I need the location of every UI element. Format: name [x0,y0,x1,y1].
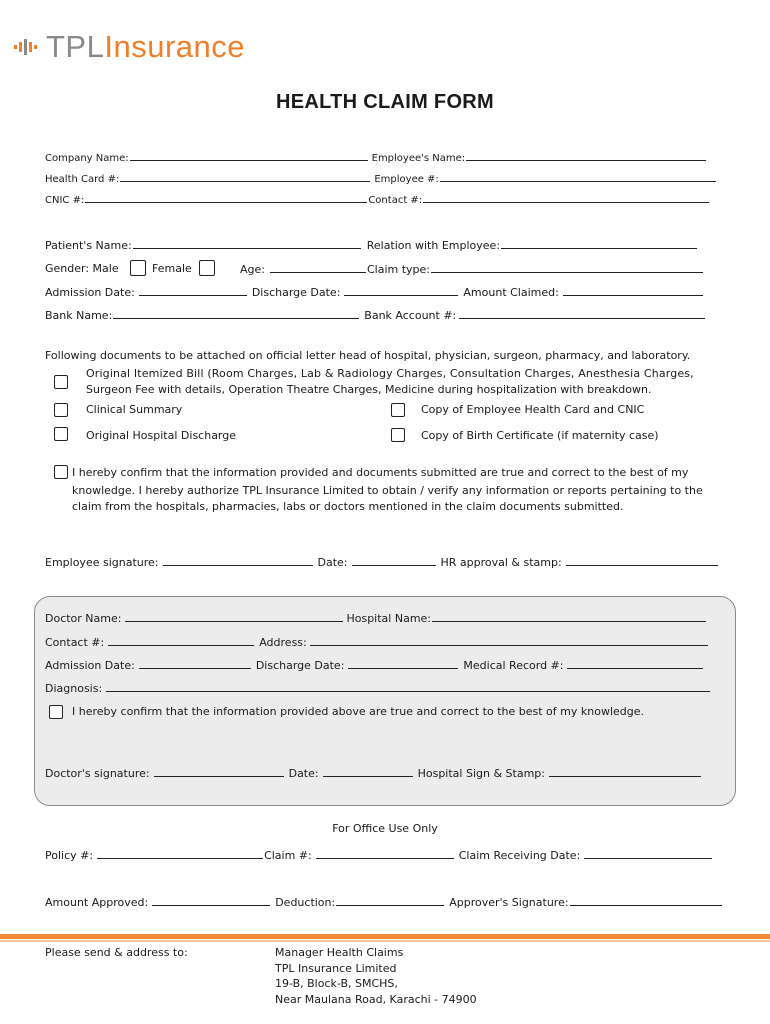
policy-field[interactable] [97,848,263,859]
employee-card-copy-checkbox[interactable] [391,403,405,417]
employee-name-field[interactable] [466,150,706,161]
birth-certificate-checkbox[interactable] [391,428,405,442]
health-card-row [45,171,717,185]
claim-field[interactable] [316,848,454,859]
logo-tpl-text: TPL [46,29,105,64]
doctor-name-label: Doctor Name: [45,612,122,625]
employee-no-label: Employee #: [374,174,439,185]
female-checkbox[interactable] [199,260,215,276]
itemized-bill-line2: Surgeon Fee with details, Operation Theatre Charges, Medicine during hospitalization with breakdown. [86,383,652,396]
hospital-stamp-field[interactable] [549,766,701,777]
employee-sign-row [45,555,719,569]
patient-name-label: Patient's Name: [45,239,132,252]
footer-divider [0,934,770,939]
clinical-summary-label: Clinical Summary [86,403,183,416]
clinical-summary-checkbox[interactable] [54,403,68,417]
amount-claimed-field[interactable] [563,285,703,296]
deduction-field[interactable] [336,895,444,906]
cnic-label: CNIC #: [45,195,85,206]
declaration-line1: I hereby confirm that the information provided and documents submitted are true and correct to the best of my [72,466,689,479]
doctor-signature-label: Doctor's signature: [45,767,150,780]
employee-signature-field[interactable] [163,555,313,566]
approver-signature-field[interactable] [570,895,722,906]
cnic-row [45,192,710,206]
gender-label: Gender: Male [45,262,119,275]
form-title: HEALTH CLAIM FORM [275,91,495,113]
cnic-field[interactable] [85,192,367,203]
bank-account-field[interactable] [459,308,705,319]
discharge-date-field[interactable] [344,285,458,296]
patient-name-row [45,238,698,252]
gender-row [45,262,119,275]
deduction-label: Deduction: [275,896,336,909]
declaration-checkbox[interactable] [54,465,68,479]
documents-intro: Following documents to be attached on official letter head of hospital, physician, surgeon, pharmacy, and laboratory. [45,349,691,362]
doctor-sign-row [45,766,702,780]
diagnosis-row [45,681,711,695]
diagnosis-label: Diagnosis: [45,682,103,695]
bank-name-label: Bank Name: [45,309,113,322]
doctor-signature-field[interactable] [154,766,284,777]
discharge-date-label: Discharge Date: [251,286,341,299]
company-name-label: Company Name: [45,153,129,164]
doctor-name-row [45,611,707,625]
send-to-label: Please send & address to: [45,946,188,959]
logo-wordmark [46,30,245,64]
admission-date-label: Admission Date: [45,286,135,299]
admission-row [45,285,704,299]
address-line-3: 19-B, Block-B, SMCHS, [275,977,398,990]
employee-no-field[interactable] [440,171,716,182]
doctor-contact-row [45,635,709,649]
logo-mark-icon [14,36,40,58]
bank-account-label: Bank Account #: [364,309,457,322]
address-line-2: TPL Insurance Limited [275,962,397,975]
approval-row [45,895,723,909]
hr-approval-field[interactable] [566,555,718,566]
itemized-bill-checkbox[interactable] [54,375,68,389]
doctor-address-label: Address: [259,636,307,649]
hr-approval-label: HR approval & stamp: [440,556,562,569]
doctor-date-label: Date: [288,767,319,780]
office-use-heading: For Office Use Only [332,822,438,835]
claim-receiving-field[interactable] [584,848,712,859]
hospital-name-label: Hospital Name: [346,612,432,625]
employee-name-label: Employee's Name: [371,153,466,164]
company-name-row [45,150,707,164]
claim-type-label: Claim type: [366,263,431,276]
declaration-line3: claim from the hospitals, pharmacies, labs or doctors mentioned in the claim documents submitted. [72,500,624,513]
doctor-dates-row [45,658,704,672]
hospital-discharge-checkbox[interactable] [54,427,68,441]
diagnosis-field[interactable] [106,681,710,692]
hospital-stamp-label: Hospital Sign & Stamp: [417,767,545,780]
contact-field[interactable] [423,192,709,203]
employee-card-copy-label: Copy of Employee Health Card and CNIC [421,403,645,416]
medical-record-label: Medical Record #: [463,659,564,672]
itemized-bill-line1: Original Itemized Bill (Room Charges, Lab & Radiology Charges, Consultation Charges, Anesthesia Charges, [86,367,694,380]
declaration-line2: knowledge. I hereby authorize TPL Insurance Limited to obtain / verify any information or reports pertaining to the [72,484,703,497]
female-label: Female [152,262,192,275]
relation-field[interactable] [501,238,697,249]
contact-label: Contact #: [368,195,423,206]
doctor-contact-field[interactable] [108,635,254,646]
doctor-contact-label: Contact #: [45,636,105,649]
employee-date-field[interactable] [352,555,436,566]
company-name-field[interactable] [130,150,368,161]
admission-date-field[interactable] [139,285,247,296]
tpl-logo [14,30,245,64]
age-claim-row [240,262,704,276]
doctor-admission-field[interactable] [139,658,251,669]
patient-name-field[interactable] [133,238,361,249]
doctor-name-field[interactable] [125,611,343,622]
approver-signature-label: Approver's Signature: [449,896,569,909]
doctor-discharge-field[interactable] [348,658,458,669]
claim-label: Claim #: [264,849,312,862]
footer-divider-light [0,940,770,942]
claim-receiving-label: Claim Receiving Date: [458,849,581,862]
amount-approved-label: Amount Approved: [45,896,149,909]
doctor-confirm-checkbox[interactable] [49,705,63,719]
age-label: Age: [240,263,265,276]
doctor-address-field[interactable] [310,635,708,646]
doctor-admission-label: Admission Date: [45,659,135,672]
doctor-confirm-text: I hereby confirm that the information provided above are true and correct to the best of my knowledge. [72,705,644,718]
policy-label: Policy #: [45,849,94,862]
employee-date-label: Date: [317,556,348,569]
birth-certificate-label: Copy of Birth Certificate (if maternity case) [421,429,659,442]
doctor-discharge-label: Discharge Date: [255,659,345,672]
employee-signature-label: Employee signature: [45,556,159,569]
hospital-name-field[interactable] [432,611,706,622]
hospital-discharge-label: Original Hospital Discharge [86,429,237,442]
health-card-field[interactable] [120,171,370,182]
relation-label: Relation with Employee: [366,239,501,252]
doctor-date-field[interactable] [323,766,413,777]
address-line-4: Near Maulana Road, Karachi - 74900 [275,993,477,1006]
male-checkbox[interactable] [130,260,146,276]
policy-row [45,848,713,862]
amount-claimed-label: Amount Claimed: [463,286,559,299]
bank-row [45,308,706,322]
age-field[interactable] [270,262,366,273]
amount-approved-field[interactable] [152,895,270,906]
logo-insurance-text: Insurance [104,29,245,64]
health-card-label: Health Card #: [45,174,120,185]
bank-name-field[interactable] [113,308,359,319]
claim-type-field[interactable] [431,262,703,273]
address-line-1: Manager Health Claims [275,946,404,959]
medical-record-field[interactable] [567,658,703,669]
